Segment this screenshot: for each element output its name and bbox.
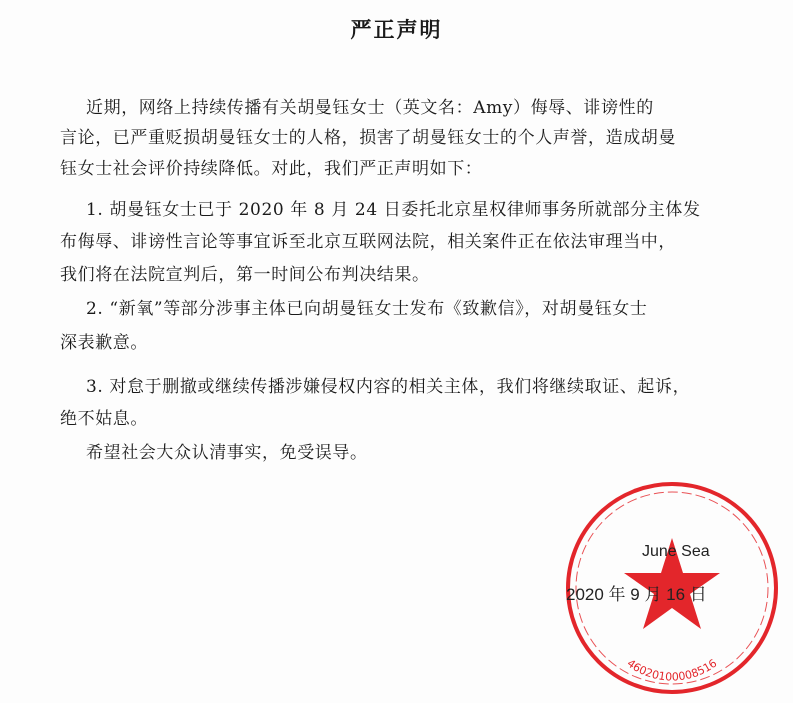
paragraph-line: 近期，网络上持续传播有关胡曼钰女士（英文名：Amy）侮辱、诽谤性的 bbox=[86, 98, 654, 118]
paragraph-line: 希望社会大众认清事实，免受误导。 bbox=[86, 443, 368, 463]
seal-number-text: 46020100008516 bbox=[624, 656, 720, 684]
paragraph-line: 深表歉意。 bbox=[60, 333, 148, 353]
paragraph-line: 2. “新氧”等部分涉事主体已向胡曼钰女士发布《致歉信》，对胡曼钰女士 bbox=[86, 299, 648, 319]
paragraph-line: 言论，已严重贬损胡曼钰女士的人格，损害了胡曼钰女士的个人声誉，造成胡曼 bbox=[60, 128, 676, 148]
paragraph-line: 布侮辱、诽谤性言论等事宜诉至北京互联网法院，相关案件正在依法审理当中， bbox=[60, 232, 676, 252]
paragraph-line: 1. 胡曼钰女士已于 2020 年 8 月 24 日委托北京星权律师事务所就部分主体发 bbox=[86, 200, 701, 220]
document-date: 2020 年 9 月 16 日 bbox=[566, 585, 707, 604]
paragraph-line: 钰女士社会评价持续降低。对此，我们严正声明如下： bbox=[60, 159, 483, 179]
paragraph-line: 绝不姑息。 bbox=[60, 409, 148, 429]
document-title: 严正声明 bbox=[350, 18, 443, 42]
signature: June Sea bbox=[642, 543, 710, 560]
paragraph-line: 我们将在法院宣判后，第一时间公布判决结果。 bbox=[60, 265, 430, 285]
paragraph-line: 3. 对怠于删撤或继续传播涉嫌侵权内容的相关主体，我们将继续取证、起诉， bbox=[86, 377, 691, 397]
